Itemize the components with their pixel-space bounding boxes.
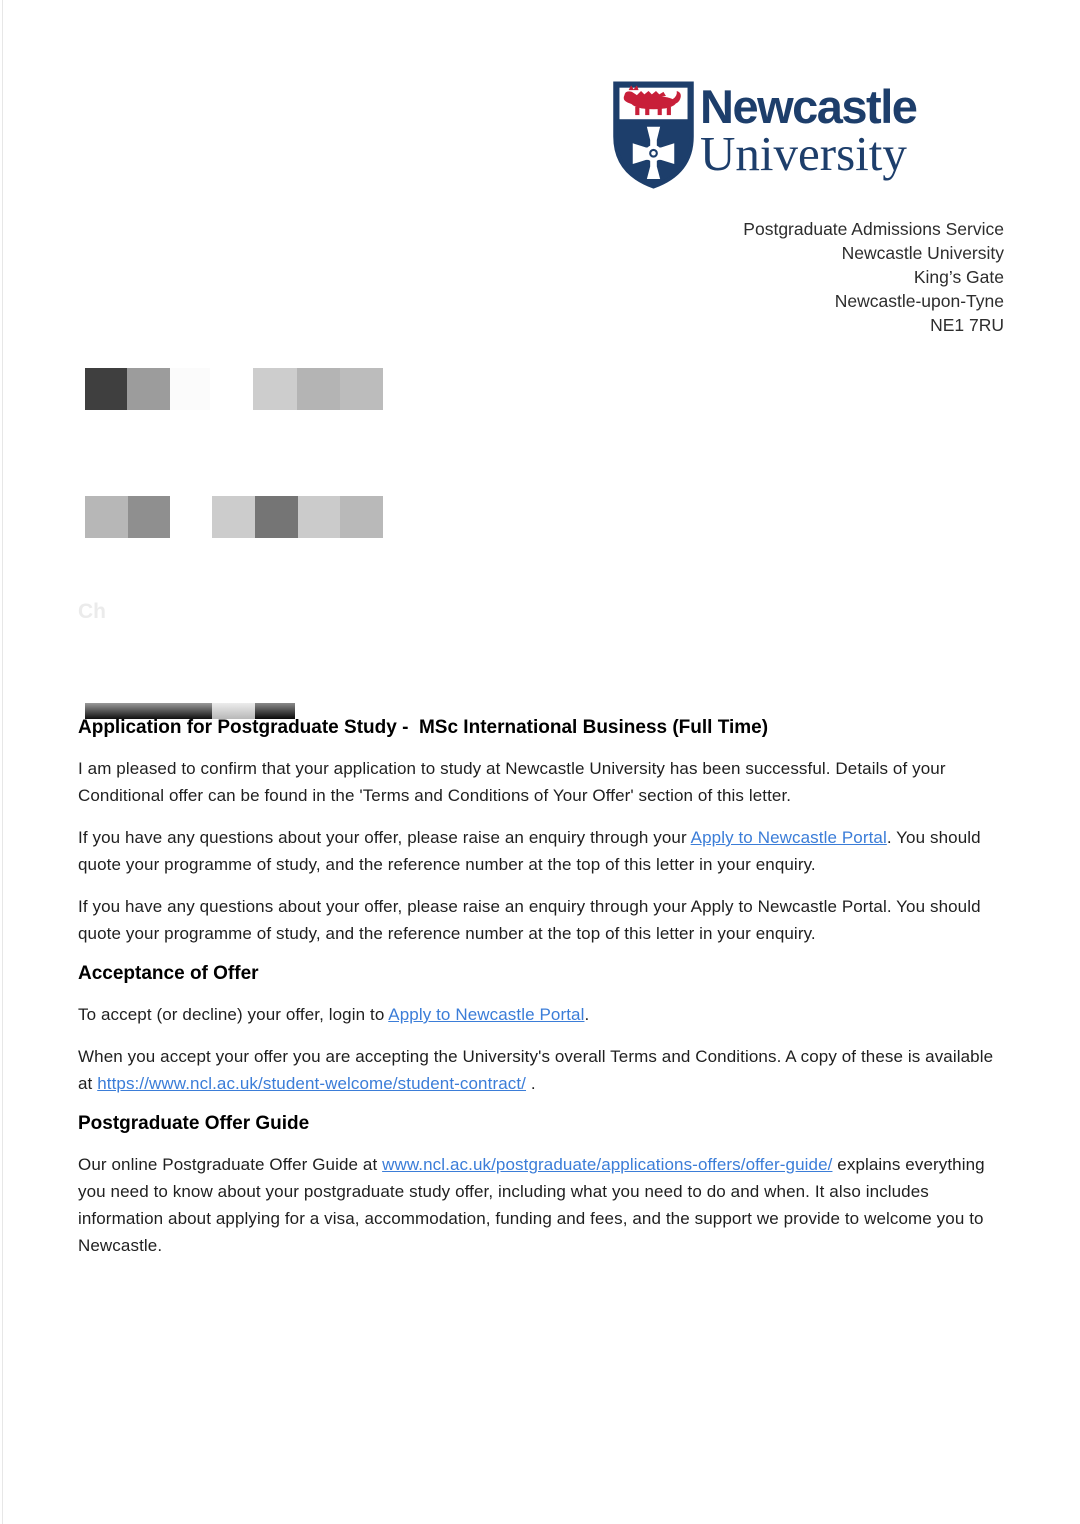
logo-wordmark: [700, 80, 917, 181]
apply-portal-link-2[interactable]: Apply to Newcastle Portal: [388, 1005, 585, 1024]
para-questions-with-link: [78, 824, 1008, 878]
redacted-block: [127, 368, 170, 410]
address-line-service: Postgraduate Admissions Service: [743, 219, 1004, 239]
newcastle-university-logo: [612, 80, 916, 190]
text-segment: If you have any questions about your offer, please raise an enquiry through your: [78, 828, 691, 847]
address-line-building: King’s Gate: [913, 267, 1004, 287]
redacted-block: [212, 496, 255, 538]
address-line-city: Newcastle-upon-Tyne: [834, 291, 1004, 311]
sender-address-block: [743, 217, 1004, 337]
heading-acceptance-of-offer: Acceptance of Offer: [78, 963, 259, 984]
redacted-block: [170, 368, 210, 410]
redacted-block: [297, 368, 340, 410]
offer-guide-link[interactable]: www.ncl.ac.uk/postgraduate/applications-offers/offer-guide/: [382, 1155, 833, 1174]
text-segment: If you have any questions about your offer, please raise an enquiry through your Apply to Newcastle Portal. You should quote your programme of study, and the reference number at the top of this letter in your enquiry.: [78, 897, 981, 943]
redacted-block: [340, 496, 383, 538]
address-line-university: Newcastle University: [841, 243, 1004, 263]
text-segment: .: [584, 1005, 590, 1024]
logo-name-university: University: [700, 126, 907, 181]
para-questions-plain: [78, 893, 1008, 947]
redacted-block: [85, 368, 127, 410]
redacted-block: [255, 496, 298, 538]
text-segment: To accept (or decline) your offer, login to: [78, 1005, 389, 1024]
para-offer-guide: [78, 1151, 1008, 1259]
heading-offer-guide: Postgraduate Offer Guide: [78, 1113, 310, 1134]
redacted-block: [128, 496, 170, 538]
text-segment: . You should quote your programme of study, and the reference number at the top of this letter in your enquiry.: [78, 828, 981, 874]
faint-remnant-text: Ch: [78, 600, 106, 623]
text-segment: When you accept your offer you are accepting the University's overall Terms and Conditions. A copy of these is available at: [78, 1047, 994, 1093]
text-segment: I am pleased to confirm that your application to study at Newcastle University has been successful. Details of your Conditional offer can be found in the 'Terms and Conditions of Your Offer' section of this letter.: [78, 759, 946, 805]
redacted-block: [298, 496, 340, 538]
para-accept-decline: [78, 1001, 1008, 1028]
letter-subject: Application for Postgraduate Study - MSc International Business (Full Time): [78, 717, 769, 738]
redacted-block: [253, 368, 297, 410]
logo-name-newcastle: Newcastle: [700, 80, 917, 133]
student-contract-link[interactable]: https://www.ncl.ac.uk/student-welcome/student-contract/: [97, 1074, 527, 1093]
text-segment: explains everything you need to know about your postgraduate study offer, including what you need to do and when. It also includes information about applying for a visa, accommodation, funding and fees, and the support we provide to welcome you to Newcastle.: [78, 1155, 985, 1255]
redacted-block: [85, 496, 128, 538]
para-terms-conditions: [78, 1043, 1008, 1097]
text-segment: Our online Postgraduate Offer Guide at: [78, 1155, 383, 1174]
text-segment: .: [526, 1074, 536, 1093]
apply-portal-link[interactable]: Apply to Newcastle Portal: [690, 828, 887, 847]
letter-body: [78, 716, 1008, 1274]
address-line-postcode: NE1 7RU: [930, 315, 1004, 335]
redacted-block: [340, 368, 383, 410]
para-offer-success: [78, 755, 1008, 809]
university-shield-icon: [612, 80, 695, 190]
page-edge-line: [2, 0, 3, 1524]
